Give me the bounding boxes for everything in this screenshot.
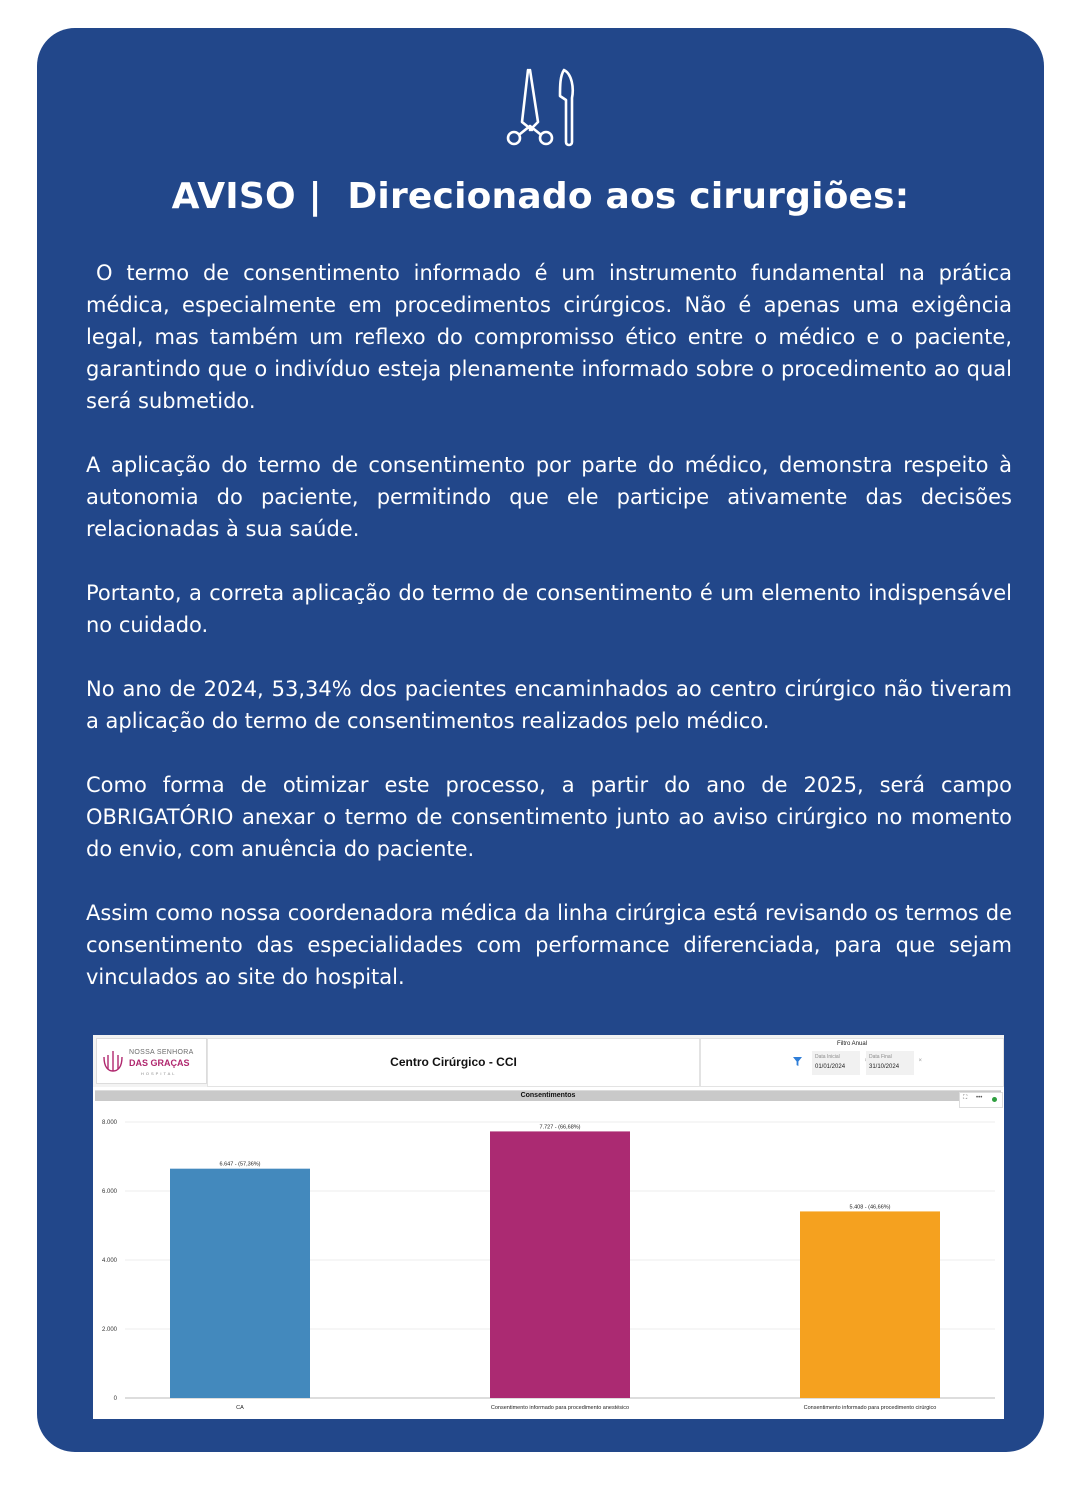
y-tick-label: 4.000: [101, 1258, 117, 1264]
consent-bar-chart: [95, 1091, 1001, 1418]
x-tick-label: CA: [236, 1405, 244, 1411]
paragraph-conclusion: Portanto, a correta aplicação do termo de consentimento é um elemento indispensável no cuidado.: [86, 581, 1012, 637]
dashboard-header: [93, 1035, 1004, 1087]
paragraph-consent-definition: O termo de consentimento informado é um instrumento fundamental na prática médica, especialmente em procedimentos cirúrgicos. Não é apenas uma exigência legal, mas também um reflexo do compromisso ético entre o médico e o paciente, garantindo que o indivíduo esteja plenamente informado sobre o procedimento ao qual será submetido.: [86, 261, 1012, 413]
y-tick-label: 8.000: [101, 1120, 117, 1126]
more-options-icon[interactable]: •••: [976, 1095, 983, 1101]
paragraph-mandatory-field: Como forma de otimizar este processo, a partir do ano de 2025, será campo OBRIGATÓRIO anexar o termo de consentimento junto ao aviso cirúrgico no momento do envio, com anuência do paciente.: [86, 773, 1012, 861]
logo-text-main: DAS GRAÇAS: [129, 1058, 190, 1068]
filter-funnel-icon[interactable]: [793, 1057, 802, 1066]
start-date-value: 01/01/2024: [815, 1064, 846, 1070]
bar: [490, 1131, 630, 1398]
notice-title: AVISO | Direcionado aos cirurgiões:: [171, 176, 910, 217]
paragraph-autonomy: A aplicação do termo de consentimento por parte do médico, demonstra respeito à autonomia do paciente, permitindo que ele participe ativamente das decisões relacionadas à sua saúde.: [86, 453, 1012, 541]
start-date-label: Data Inicial: [815, 1054, 840, 1060]
end-date-field[interactable]: [866, 1051, 922, 1075]
hospital-logo-icon: [102, 1049, 124, 1075]
data-label: 7.727 - (66,68%): [539, 1124, 581, 1131]
logo-text-bottom: HOSPITAL: [141, 1071, 177, 1076]
paragraph-review: Assim como nossa coordenadora médica da linha cirúrgica está revisando os termos de consentimento das especialidades com performance diferenciada, para que sejam vinculados ao site do hospital.: [86, 901, 1012, 989]
x-tick-label: Consentimento informado para procedimento cirúrgico: [803, 1405, 937, 1411]
x-tick-label: Consentimento informado para procedimento anestésico: [490, 1405, 630, 1411]
consent-chart-panel: [95, 1090, 1001, 1418]
y-tick-label: 2.000: [101, 1327, 117, 1333]
expand-icon[interactable]: ⛶: [963, 1095, 968, 1101]
dashboard-title-box: [207, 1038, 700, 1087]
start-date-field[interactable]: [812, 1051, 860, 1075]
dashboard-title: Centro Cirúrgico - CCI: [390, 1055, 517, 1069]
hospital-logo: [96, 1038, 207, 1084]
clear-end-date-icon[interactable]: ×: [918, 1058, 922, 1064]
surgical-instruments-icon: [500, 66, 580, 152]
notice-body: [86, 257, 1012, 1025]
chart-title: Consentimentos: [95, 1091, 1001, 1101]
annual-filter: [700, 1038, 1004, 1087]
filter-title: Filtro Anual: [836, 1041, 867, 1047]
dashboard-screenshot: [93, 1035, 1004, 1419]
data-label: 5.408 - (46,66%): [849, 1204, 891, 1211]
data-label: 6.647 - (57,36%): [219, 1161, 261, 1168]
paragraph-statistic: No ano de 2024, 53,34% dos pacientes encaminhados ao centro cirúrgico não tiveram a aplicação do termo de consentimentos realizados pelo médico.: [86, 677, 1012, 733]
end-date-value: 31/10/2024: [869, 1064, 900, 1070]
y-tick-label: 0: [113, 1396, 117, 1402]
end-date-label: Data Final: [869, 1054, 892, 1060]
logo-text-top: NOSSA SENHORA: [129, 1049, 194, 1056]
bar: [800, 1211, 940, 1398]
bar: [170, 1169, 310, 1398]
y-tick-label: 6.000: [101, 1189, 117, 1195]
